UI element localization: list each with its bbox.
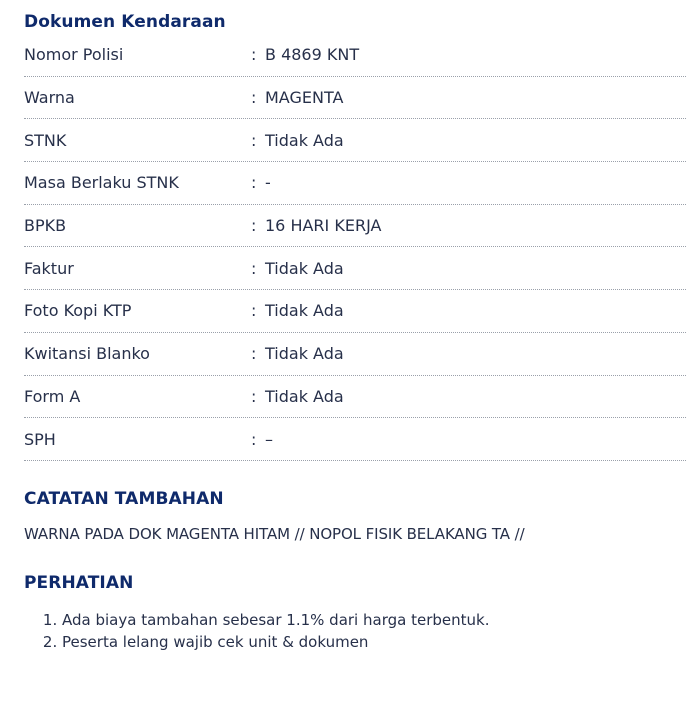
row-colon: : [251,45,257,65]
row-label: SPH [24,429,56,449]
row-colon: : [251,173,257,193]
row-label: BPKB [24,216,67,236]
row-label: Faktur [24,258,74,278]
row-colon: : [251,429,257,449]
row-label: Nomor Polisi [24,45,124,65]
notes-text: WARNA PADA DOK MAGENTA HITAM // NOPOL FISIK BELAKANG TA // [24,524,525,543]
row-kwitansi-blanko [24,333,686,376]
row-value: Tidak Ada [265,130,344,150]
row-value: Tidak Ada [265,344,344,364]
row-label: STNK [24,130,67,150]
row-colon: : [251,130,257,150]
row-stnk [24,119,686,162]
row-nomor-polisi [24,34,686,77]
row-value: Tidak Ada [265,258,344,278]
row-sph [24,418,686,461]
document-section-title: Dokumen Kendaraan [24,12,226,32]
row-label: Foto Kopi KTP [24,301,132,321]
row-colon: : [251,301,257,321]
row-label: Masa Berlaku STNK [24,173,179,193]
row-value: B 4869 KNT [265,45,360,65]
row-value: Tidak Ada [265,301,344,321]
row-label: Form A [24,386,81,406]
row-foto-kopi-ktp [24,290,686,333]
row-value: Tidak Ada [265,386,344,406]
notes-section-title: CATATAN TAMBAHAN [24,488,224,509]
row-label: Kwitansi Blanko [24,344,150,364]
row-value: MAGENTA [265,88,344,108]
attention-item: 1. Ada biaya tambahan sebesar 1.1% dari harga terbentuk. [62,609,686,631]
row-masa-berlaku-stnk [24,162,686,205]
row-bpkb [24,205,686,248]
row-form-a [24,376,686,419]
row-value: – [265,429,273,449]
row-colon: : [251,344,257,364]
row-colon: : [251,386,257,406]
attention-list [24,609,686,653]
row-value: 16 HARI KERJA [265,216,382,236]
attention-section-title: PERHATIAN [24,572,134,593]
row-label: Warna [24,88,75,108]
row-faktur [24,247,686,290]
row-colon: : [251,216,257,236]
row-colon: : [251,258,257,278]
row-warna [24,77,686,120]
document-details-table [24,34,686,461]
row-value: - [265,173,271,193]
row-colon: : [251,88,257,108]
attention-item: 2. Peserta lelang wajib cek unit & dokumen [62,631,686,653]
